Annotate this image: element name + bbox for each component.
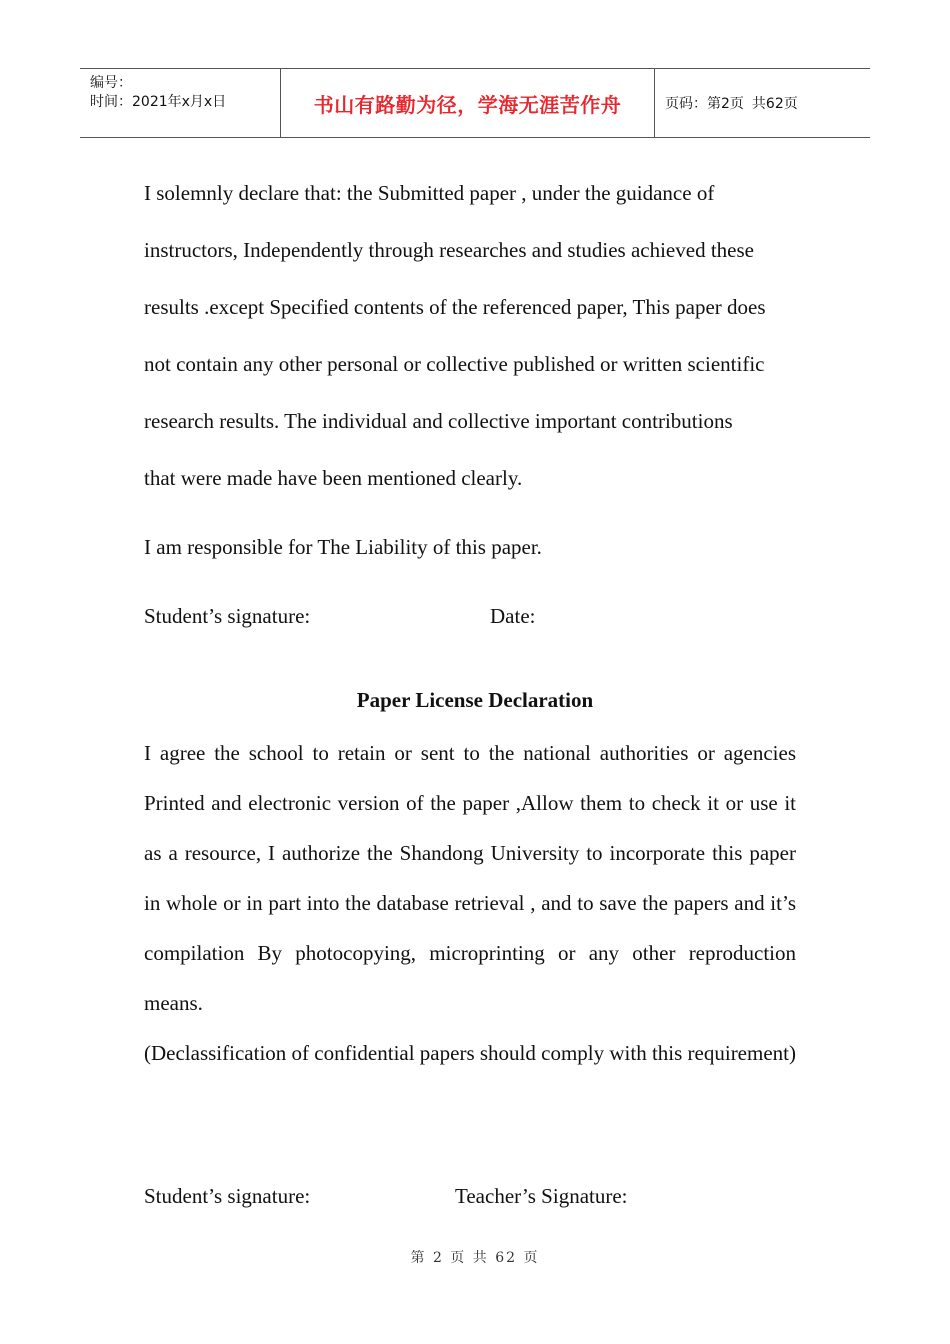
date-label: Date: <box>490 604 536 628</box>
declaration-line: I solemnly declare that: the Submitted paper , under the guidance of <box>144 181 715 205</box>
header-page-current: 页码：第2页 <box>665 96 744 112</box>
declaration-signature-row <box>144 588 804 645</box>
student-signature-label: Student’s signature: <box>144 604 311 628</box>
teacher-signature-label: Teacher’s Signature: <box>455 1184 628 1208</box>
header-meta <box>80 69 281 137</box>
page-footer: 第 2 页 共 62 页 <box>410 1250 540 1266</box>
header-motto: 书山有路勤为径，学海无涯苦作舟 <box>313 92 622 117</box>
declaration-line: research results. The individual and collective important contributions <box>144 409 733 433</box>
originality-declaration <box>144 165 804 645</box>
header-number-label: 编号： <box>90 75 132 91</box>
header-page-total: 共62页 <box>751 96 798 112</box>
declaration-line: instructors, Independently through researches and studies achieved these <box>144 238 754 262</box>
responsibility-statement: I am responsible for The Liability of this paper. <box>144 535 542 559</box>
header-motto-cell <box>281 69 655 137</box>
license-student-signature-label: Student’s signature: <box>144 1184 311 1208</box>
header-page-info <box>655 69 870 137</box>
license-paragraph: I agree the school to retain or sent to the national authorities or agencies Printed and electronic version of the paper ,Allow them to check it or use it as a resource, I authorize the Shandong University to incorporate this paper in whole or in part into the database retrieval , and to save the papers and it’s compilation By photocopying, microprinting or any other reproduction means. <box>144 741 796 1015</box>
header-time-label: 时间：2021年x月x日 <box>90 94 227 110</box>
license-body <box>144 728 796 1078</box>
page-header <box>80 68 870 138</box>
license-note: (Declassification of confidential papers should comply with this requirement) <box>144 1041 796 1065</box>
declaration-line: results .except Specified contents of the referenced paper, This paper does <box>144 295 766 319</box>
declaration-line: not contain any other personal or collective published or written scientific <box>144 352 765 376</box>
license-heading: Paper License Declaration <box>356 688 594 712</box>
declaration-line: that were made have been mentioned clearly. <box>144 466 523 490</box>
